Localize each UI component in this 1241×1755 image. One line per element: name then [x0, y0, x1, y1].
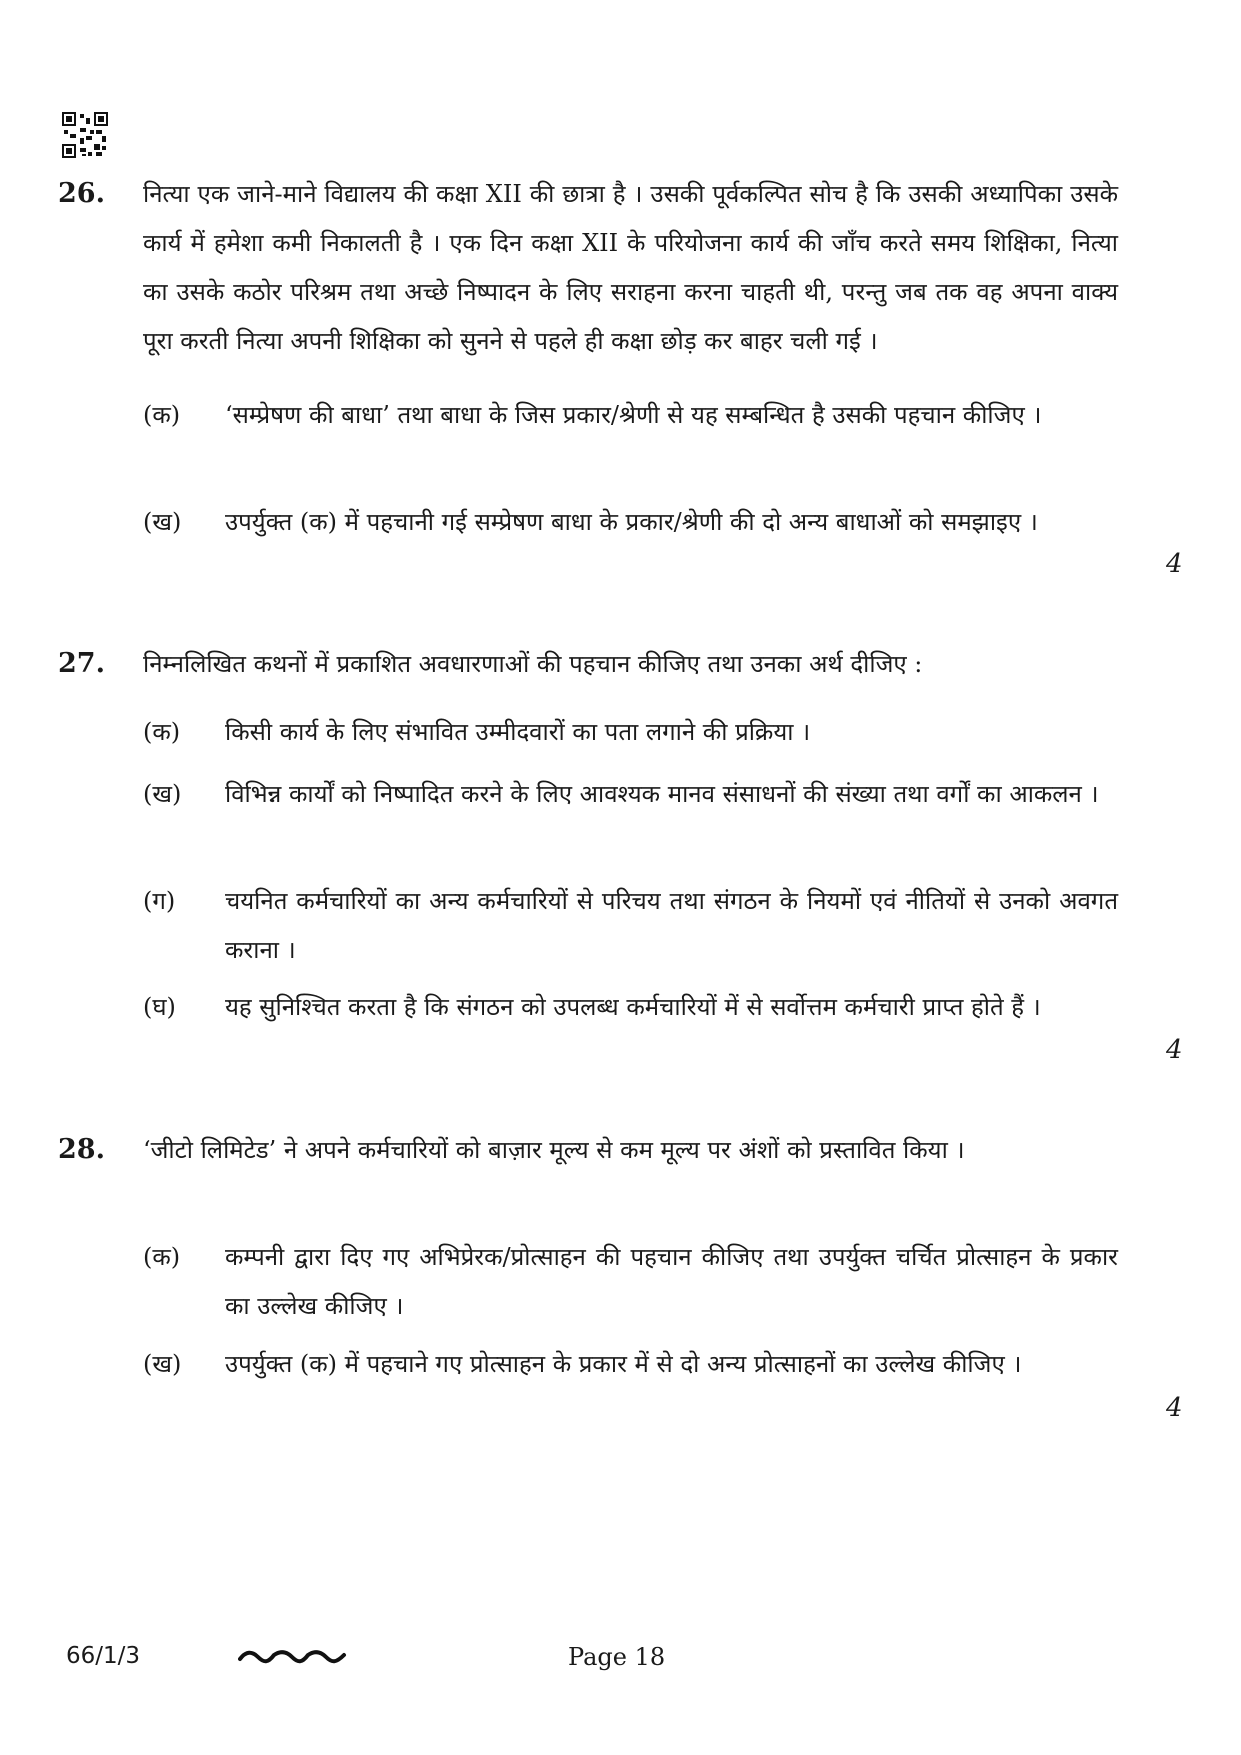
part-label: (क)	[143, 1243, 181, 1271]
part-label: (क)	[143, 718, 181, 746]
question-number: 26.	[58, 178, 105, 209]
part-text: उपर्युक्त (क) में पहचाने गए प्रोत्साहन के प्रकार में से दो अन्य प्रोत्साहनों का उल्लेख कीजिए ।	[225, 1350, 1022, 1378]
tilde-ornament-icon	[238, 1645, 348, 1669]
part-text: विभिन्न कार्यों को निष्पादित करने के लिए आवश्यक मानव संसाधनों की संख्या तथा वर्गों का आकलन ।	[225, 780, 1099, 808]
question-text: ‘जीटो लिमिटेड’ ने अपने कर्मचारियों को बाज़ार मूल्य से कम मूल्य पर अंशों को प्रस्तावित किया ।	[143, 1136, 965, 1164]
part-text: उपर्युक्त (क) में पहचानी गई सम्प्रेषण बाधा के प्रकार/श्रेणी की दो अन्य बाधाओं को समझाइए ।	[225, 508, 1038, 536]
marks: 4	[1166, 1035, 1183, 1065]
question-text: नित्या एक जाने-माने विद्यालय की कक्षा XII की छात्रा है । उसकी पूर्वकल्पित सोच है कि उसकी अध्यापिका उसके कार्य में हमेशा कमी निकालती है । एक दिन कक्षा XII के परियोजना कार्य की जाँच करते समय शिक्षिका, नित्या का उसके कठोर परिश्रम तथा अच्छे निष्पादन के लिए सराहना करना चाहती थी, परन्तु जब तक वह अपना वाक्य पूरा करती नित्या अपनी शिक्षिका को सुनने से पहले ही कक्षा छोड़ कर बाहर चली गई ।	[143, 180, 1118, 355]
part-label: (ख)	[143, 1350, 182, 1378]
part-text: यह सुनिश्चित करता है कि संगठन को उपलब्ध कर्मचारियों में से सर्वोत्तम कर्मचारी प्राप्त होते हैं ।	[225, 993, 1041, 1021]
part-text: ‘सम्प्रेषण की बाधा’ तथा बाधा के जिस प्रकार/श्रेणी से यह सम्बन्धित है उसकी पहचान कीजिए ।	[225, 401, 1042, 429]
part-label: (ग)	[143, 887, 176, 915]
part-label: (ख)	[143, 508, 182, 536]
part-label: (घ)	[143, 993, 176, 1021]
page-footer	[0, 1643, 1241, 1683]
part-text: कम्पनी द्वारा दिए गए अभिप्रेरक/प्रोत्साहन की पहचान कीजिए तथा उपर्युक्त चर्चित प्रोत्साहन के प्रकार का उल्लेख कीजिए ।	[225, 1243, 1118, 1320]
part-text: चयनित कर्मचारियों का अन्य कर्मचारियों से परिचय तथा संगठन के नियमों एवं नीतियों से उनको अवगत कराना ।	[225, 887, 1118, 964]
marks: 4	[1166, 1393, 1183, 1423]
question-number: 28.	[58, 1134, 105, 1165]
marks: 4	[1166, 549, 1183, 579]
question-text: निम्नलिखित कथनों में प्रकाशित अवधारणाओं की पहचान कीजिए तथा उनका अर्थ दीजिए :	[143, 650, 923, 678]
part-text: किसी कार्य के लिए संभावित उम्मीदवारों का पता लगाने की प्रक्रिया ।	[225, 718, 811, 746]
part-label: (ख)	[143, 780, 182, 808]
question-number: 27.	[58, 648, 105, 679]
page-number: Page 18	[568, 1643, 666, 1671]
qr-code-icon	[62, 112, 108, 158]
part-label: (क)	[143, 401, 181, 429]
paper-code: 66/1/3	[66, 1643, 141, 1669]
